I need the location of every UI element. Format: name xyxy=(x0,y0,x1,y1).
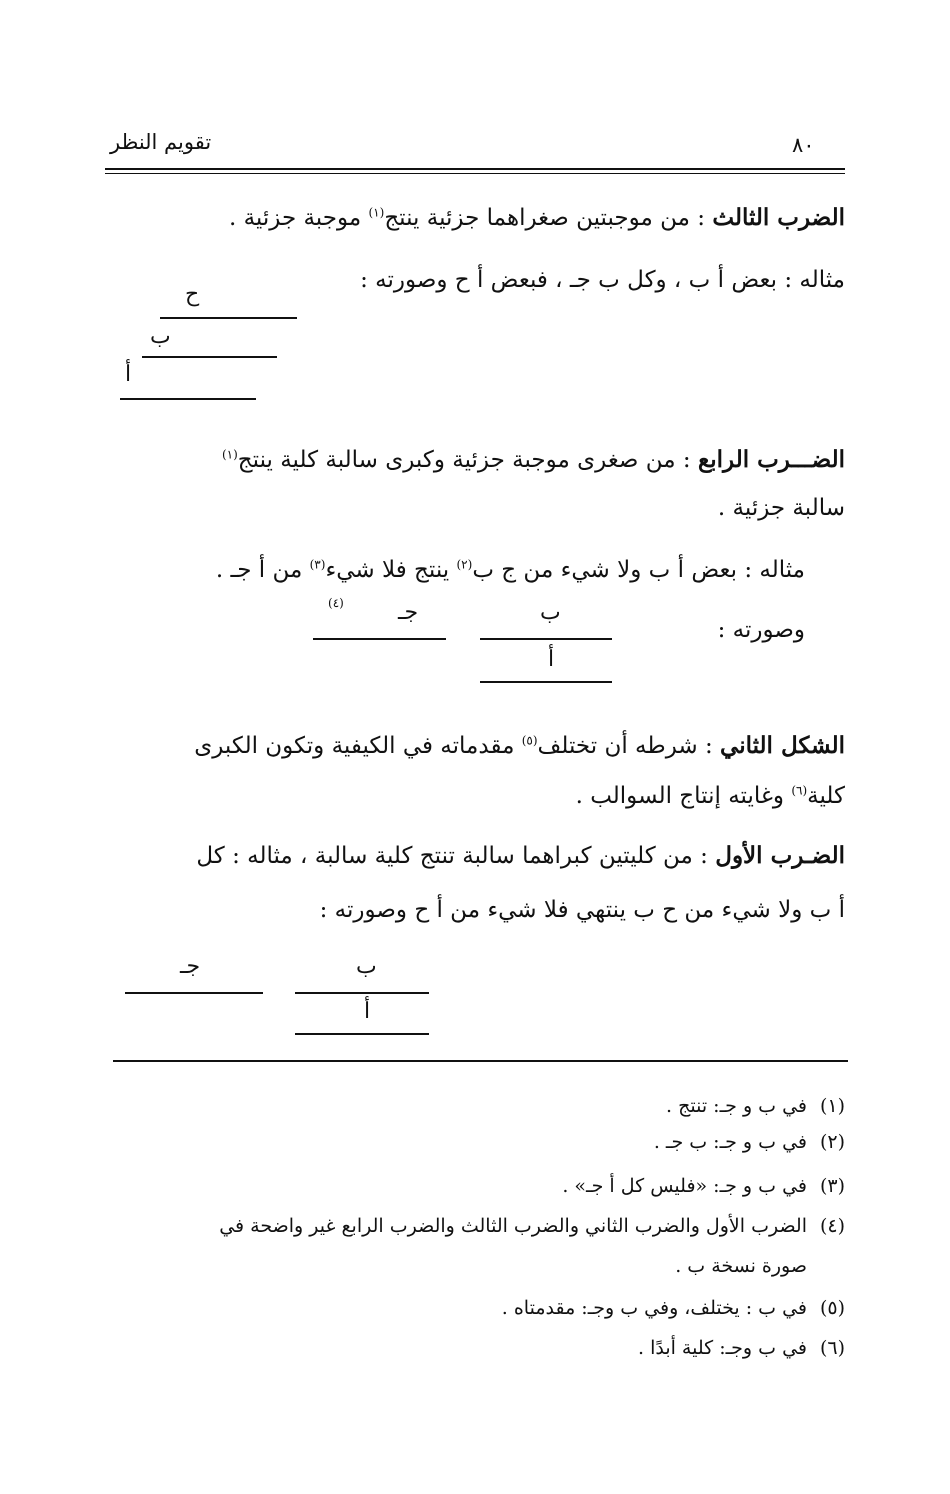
paragraph-first-mood: الضـرب الأول : من كليتين كبراهما سالبة تنتج كلية سالبة ، مثاله : كل xyxy=(196,842,845,869)
paragraph-second-figure: الشكل الثاني : شرطه أن تختلف$^{(٥)}$ مقدماته في الكيفية وتكون الكبرى xyxy=(194,732,845,759)
footnote-number: (٤) xyxy=(819,1215,845,1237)
paragraph-fourth-mood-line2: سالبة جزئية . xyxy=(717,495,845,521)
footnote-separator xyxy=(113,1060,848,1062)
diagram2-caption: وصورته : xyxy=(717,617,805,643)
footnote-5: (٥)في ب : يختلف، وفي ب وجـ: مقدمتاه . xyxy=(502,1292,845,1325)
footnote-number: (٦) xyxy=(819,1337,845,1359)
footnote-ref: (٢) xyxy=(456,557,473,572)
footnote-4: (٤)الضرب الأول والضرب الثاني والضرب الثالث والضرب الرابع غير واضحة في xyxy=(219,1210,845,1243)
diagram1-line-bottom xyxy=(120,398,256,400)
example-third-mood: مثاله : بعض أ ب ، وكل ب جـ ، فبعض أ ح وصورته : xyxy=(360,267,845,293)
running-title: تقويم النظر xyxy=(110,130,212,154)
heading-second-figure: الشكل الثاني xyxy=(720,732,845,759)
diagram2-line-left xyxy=(313,638,446,640)
paragraph-fourth-mood: الضـــرب الرابع : من صغرى موجبة جزئية وكبرى سالبة كلية ينتج$^{(١)}$ xyxy=(221,446,845,473)
footnote-number: (٥) xyxy=(819,1297,845,1319)
diagram3-line-left xyxy=(125,992,263,994)
footnote-3: (٣)في ب و جـ: «فليس كل أ جـ» . xyxy=(562,1170,845,1203)
diagram1-line-mid xyxy=(142,356,277,358)
diagram2-footnote-ref: (٤) xyxy=(328,596,344,610)
footnote-ref: (١) xyxy=(221,447,238,462)
footnote-ref: (٦) xyxy=(791,783,808,798)
footnote-number: (٢) xyxy=(819,1131,845,1153)
diagram2-label-right-top: ب xyxy=(540,600,561,625)
footnote-ref: (٣) xyxy=(309,557,326,572)
paragraph-second-figure-line2: كلية$^{(٦)}$ وغايته إنتاج السوالب . xyxy=(575,783,845,809)
diagram1-label-mid: ب xyxy=(150,324,171,349)
footnote-number: (١) xyxy=(819,1095,845,1117)
diagram2-label-right-bottom: أ xyxy=(548,647,555,672)
footnote-6: (٦)في ب وجـ: كلية أبدًا . xyxy=(638,1332,845,1365)
diagram3-label-right-top: ب xyxy=(356,954,377,979)
diagram1-label-bottom: أ xyxy=(125,362,132,387)
heading-first-mood: الضـرب الأول xyxy=(715,842,845,869)
diagram1-label-top: ح xyxy=(185,282,200,307)
paragraph-first-mood-line2: أ ب ولا شيء من ح ب ينتهي فلا شيء من أ ح وصورته : xyxy=(319,897,845,923)
diagram3-line-right-bottom xyxy=(295,1033,429,1035)
example-fourth-mood: مثاله : بعض أ ب ولا شيء من ج ب$^{(٢)}$ ينتج فلا شيء$^{(٣)}$ من أ جـ . xyxy=(215,557,805,583)
diagram1-line-top xyxy=(160,317,297,319)
heading-fourth-mood: الضـــرب الرابع xyxy=(697,446,845,473)
footnote-ref: (١) xyxy=(368,205,385,220)
header-rule-top xyxy=(105,168,845,170)
footnote-1: (١)في ب و جـ: تنتج . xyxy=(666,1090,845,1123)
footnote-ref: (٥) xyxy=(521,733,538,748)
header-rule-bottom xyxy=(105,173,845,174)
heading-third-mood: الضرب الثالث xyxy=(712,204,845,231)
footnote-4-continuation: صورة نسخة ب . xyxy=(675,1255,807,1277)
footnote-2: (٢)في ب و جـ: ب جـ . xyxy=(654,1126,845,1159)
diagram2-line-right-top xyxy=(480,638,612,640)
paragraph-third-mood: الضرب الثالث : من موجبتين صغراهما جزئية ينتج$^{(١)}$ موجبة جزئية . xyxy=(228,204,845,231)
diagram2-line-right-bottom xyxy=(480,681,612,683)
diagram2-label-left: جـ xyxy=(398,600,419,625)
footnote-number: (٣) xyxy=(819,1175,845,1197)
diagram3-label-right-bottom: أ xyxy=(364,999,371,1024)
page-number: ٨٠ xyxy=(792,133,815,157)
diagram3-line-right-top xyxy=(295,992,429,994)
diagram3-label-left: جـ xyxy=(180,954,201,979)
